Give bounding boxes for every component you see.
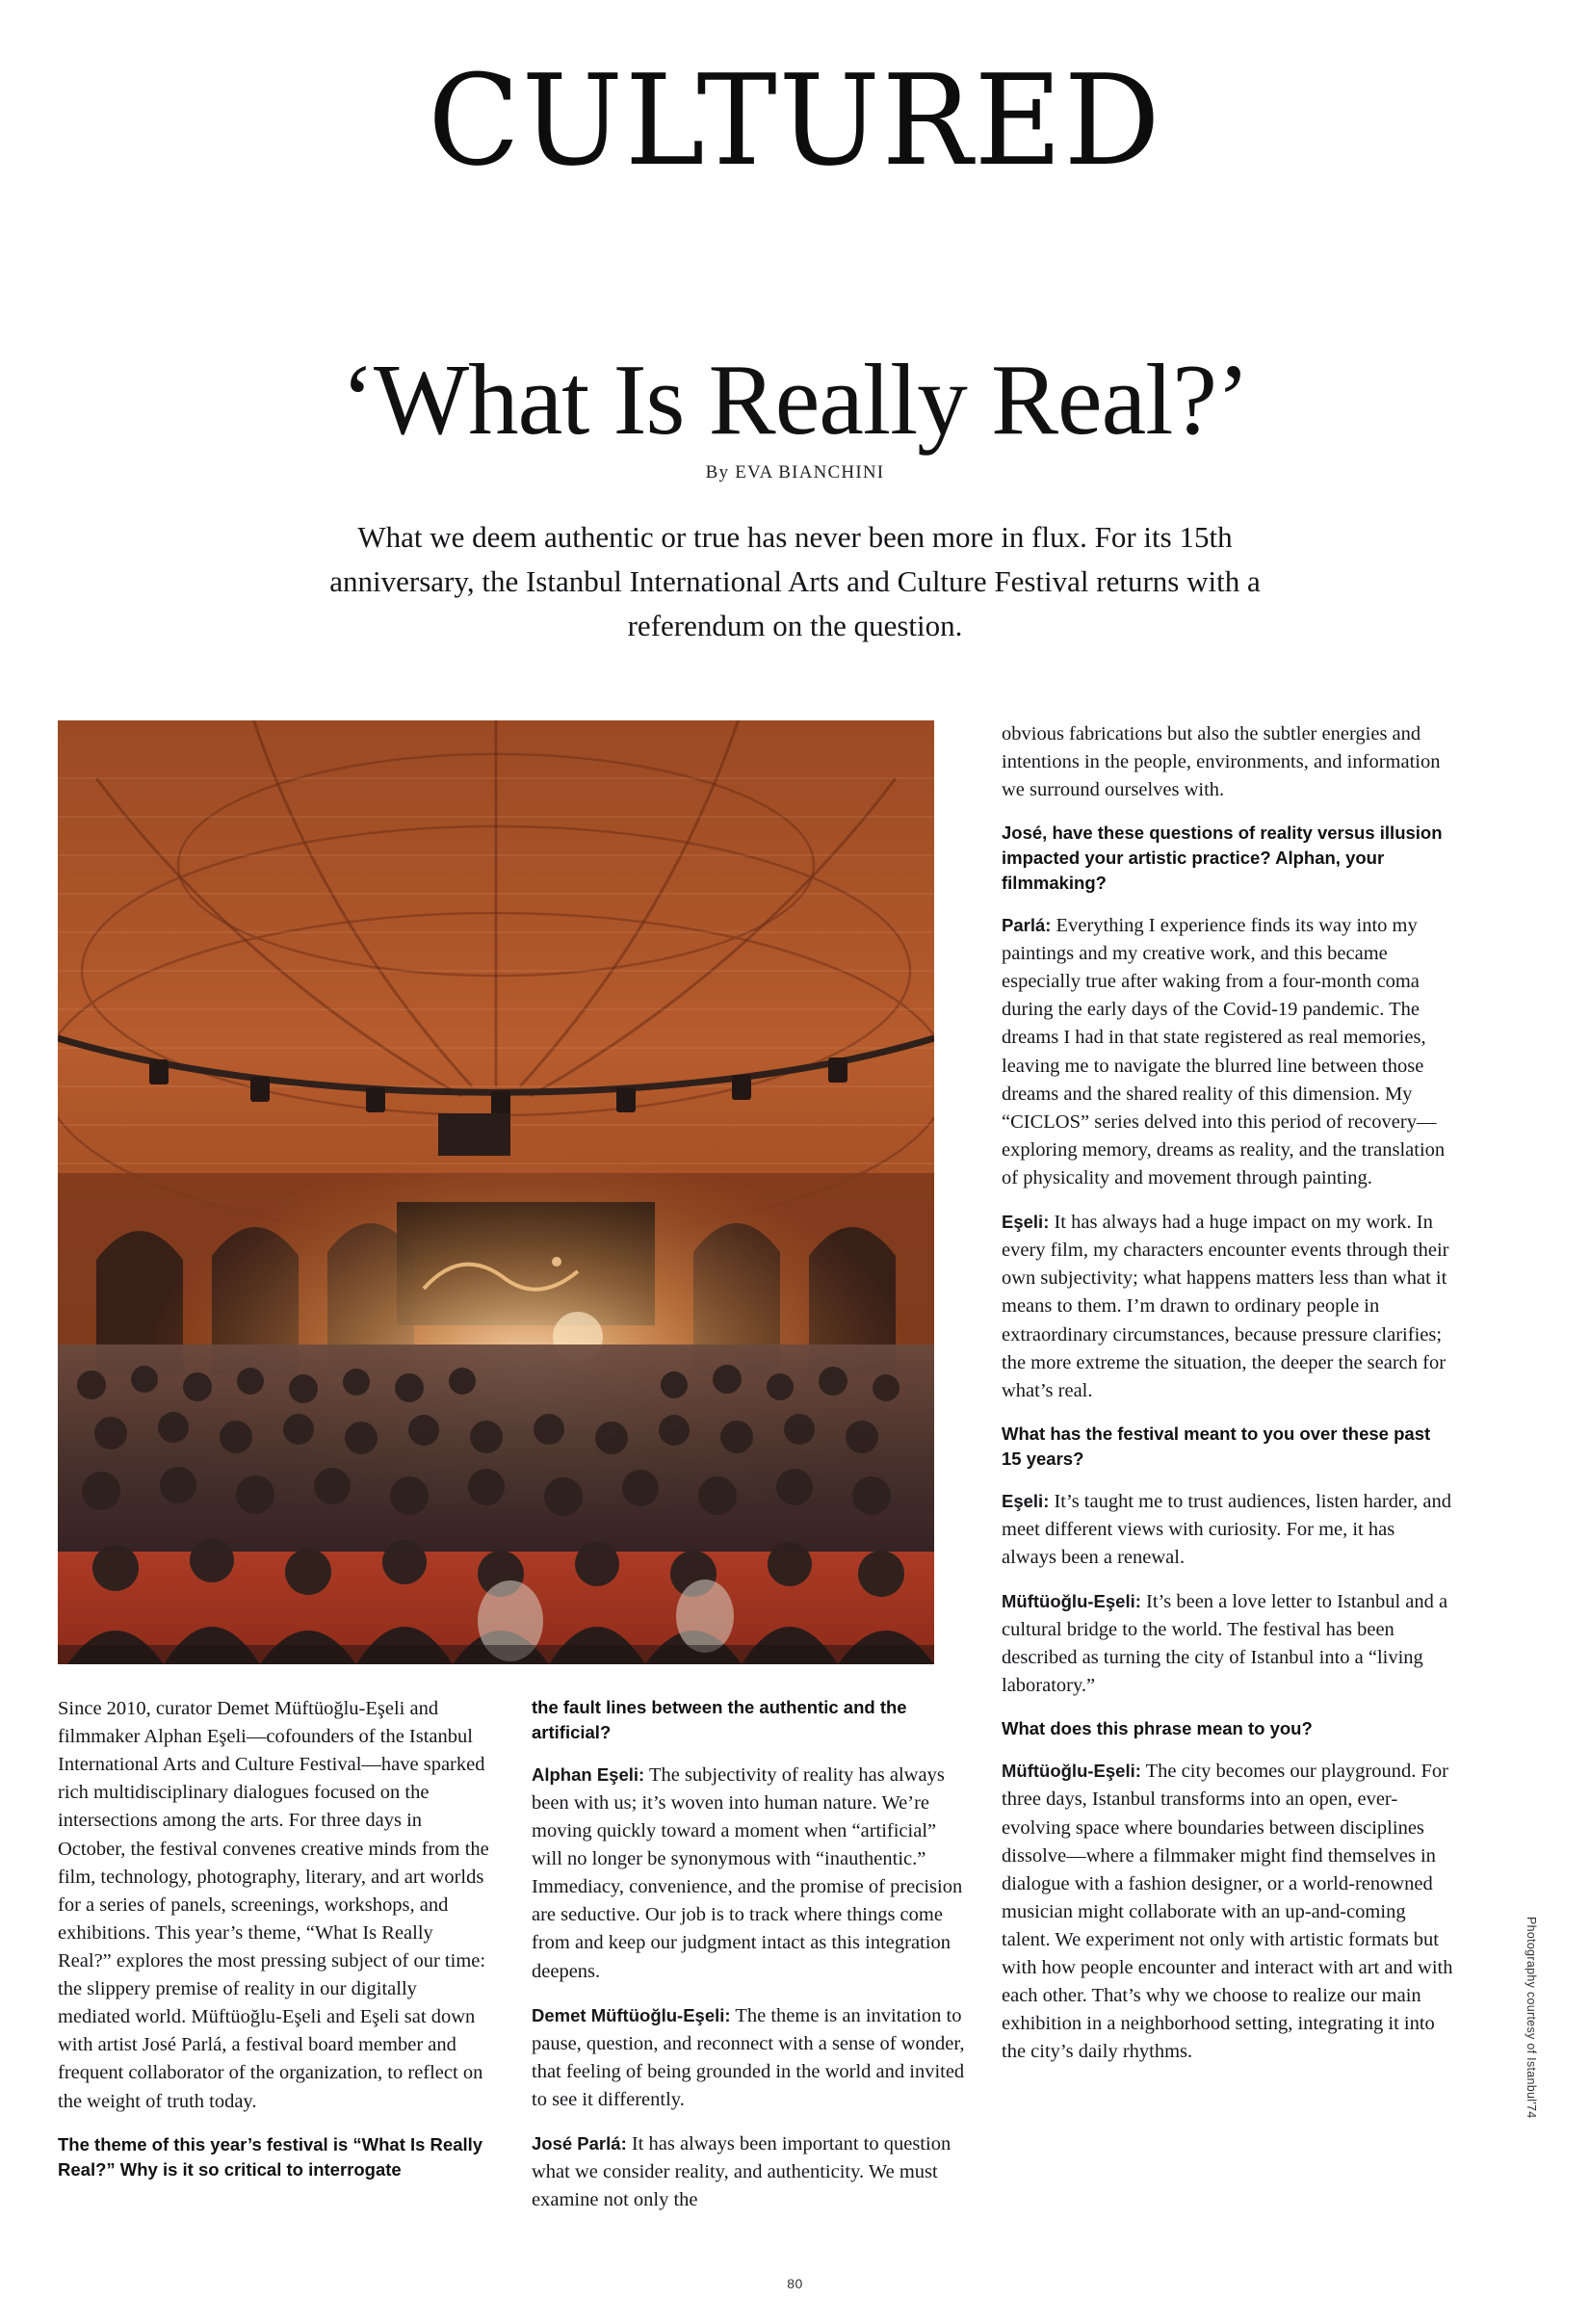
- article-photo: [58, 720, 934, 1664]
- paragraph: [1002, 1588, 1454, 1700]
- speaker-name: Müftüoğlu-Eşeli:: [1002, 1590, 1141, 1611]
- speaker-name: Parlá:: [1002, 915, 1052, 935]
- body-column-middle: [532, 1695, 965, 2214]
- answer-text: It’s been a love letter to Istanbul and a cultural bridge to the world. The festival has been described as turning the city of Istanbul into a “living laboratory.”: [1002, 1590, 1448, 1697]
- magazine-masthead: CULTURED: [428, 47, 1162, 194]
- paragraph: [1002, 1758, 1454, 2066]
- interview-question: What has the festival meant to you over these past 15 years?: [1002, 1423, 1431, 1469]
- interview-question: What does this phrase mean to you?: [1002, 1718, 1313, 1739]
- interview-question: José, have these questions of reality versus illusion impacted your artistic practice? Alphan, your filmmaking?: [1002, 823, 1443, 894]
- paragraph: [532, 1762, 965, 1986]
- answer-text: The subjectivity of reality has always been with us; it’s woven into human nature. We’re moving quickly toward a moment when “artificial” will no longer be synonymous with “inauthentic.” Immediacy, convenience, and the promise of precision are seductive. Our job is to track where things come from and keep our judgment intact as this integration deepens.: [532, 1763, 963, 1982]
- speaker-name: Eşeli:: [1002, 1490, 1050, 1511]
- paragraph: [532, 2002, 965, 2114]
- answer-text: Everything I experience finds its way into my paintings and my creative work, and this became especially true after waking from a four-month coma during the early days of the Covid-19 pandemic. The dreams I had in that state registered as real memories, leaving me to navigate the blurred line between those dreams and the shared reality of this dimension. My “CICLOS” series delved into this period of recovery—exploring memory, dreams as reality, and the translation of physicality and movement through painting.: [1002, 915, 1446, 1188]
- answer-text: The theme is an invitation to pause, question, and reconnect with a sense of wonder, that feeling of being grounded in the world and invited to see it differently.: [532, 2004, 965, 2110]
- speaker-name: Müftüoğlu-Eşeli:: [1002, 1761, 1141, 1782]
- article-deck: What we deem authentic or true has never been more in flux. For its 15th anniversary, the Istanbul International Arts and Culture Festival returns with a referendum on the question.: [329, 520, 1261, 642]
- paragraph: Since 2010, curator Demet Müftüoğlu-Eşeli and filmmaker Alphan Eşeli—cofounders of the Istanbul International Arts and Culture Festival—have sparked rich multidisciplinary dialogues focused on the intersections among the arts. For three days in October, the festival convenes creative minds from the film, technology, photography, literary, and art worlds for a series of panels, screenings, workshops, and exhibitions. This year’s theme, “What Is Really Real?” explores the most pressing subject of our time: the slippery premise of reality in our digitally mediated world. Müftüoğlu-Eşeli and Eşeli sat down with artist José Parlá, a festival board member and frequent collaborator of the organization, to reflect on the weight of truth today.: [58, 1698, 489, 2112]
- paragraph: obvious fabrications but also the subtler energies and intentions in the people, environments, and information we surround ourselves with.: [1002, 723, 1441, 801]
- photo-illustration: [58, 720, 934, 1664]
- speaker-name: Alphan Eşeli:: [532, 1763, 645, 1785]
- interview-question: The theme of this year’s festival is “What Is Really Real?” Why is it so critical to interrogate: [58, 2133, 483, 2180]
- answer-text: It has always been important to question what we consider reality, and authenticity. We must examine not only the: [532, 2133, 951, 2211]
- article-headline: ‘What Is Really Real?’: [341, 343, 1249, 457]
- paragraph: [1002, 1488, 1454, 1572]
- photo-credit-text: Photography courtesy of Istanbul'74: [1525, 1917, 1538, 2119]
- paragraph: [1002, 912, 1454, 1192]
- answer-text: The city becomes our playground. For three days, Istanbul transforms into an open, ever-evolving space where boundaries between disciplines dissolve—where a filmmaker might find themselves in dialogue with a fashion designer, or a world-renowned musician might collaborate with an up-and-coming talent. We experiment not only with artistic formats but with how people encounter and interact with art and with each other. That’s why we choose to realize our main exhibition in a neighborhood setting, integrating it into the city’s daily rhythms.: [1002, 1761, 1453, 2063]
- speaker-name: Demet Müftüoğlu-Eşeli:: [532, 2004, 731, 2025]
- speaker-name: José Parlá:: [532, 2133, 627, 2154]
- page-number: 80: [787, 2276, 803, 2291]
- body-column-left: [58, 1695, 491, 2181]
- paragraph: [532, 2130, 965, 2214]
- speaker-name: Eşeli:: [1002, 1212, 1050, 1233]
- answer-text: It has always had a huge impact on my work. In every film, my characters encounter events through their own subjectivity; what happens matters less than what it means to them. I’m drawn to ordinary people in extraordinary circumstances, because pressure clarifies; the more extreme the situation, the deeper the search for what’s real.: [1002, 1212, 1449, 1401]
- answer-text: It’s taught me to trust audiences, listen harder, and meet different views with curiosity. For me, it has always been a renewal.: [1002, 1490, 1451, 1568]
- photo-credit: [1525, 1917, 1557, 2234]
- interview-question: the fault lines between the authentic and the artificial?: [532, 1697, 907, 1742]
- body-column-right: [1002, 720, 1454, 2067]
- paragraph: [1002, 1209, 1454, 1405]
- article-byline: By EVA BIANCHINI: [705, 462, 885, 483]
